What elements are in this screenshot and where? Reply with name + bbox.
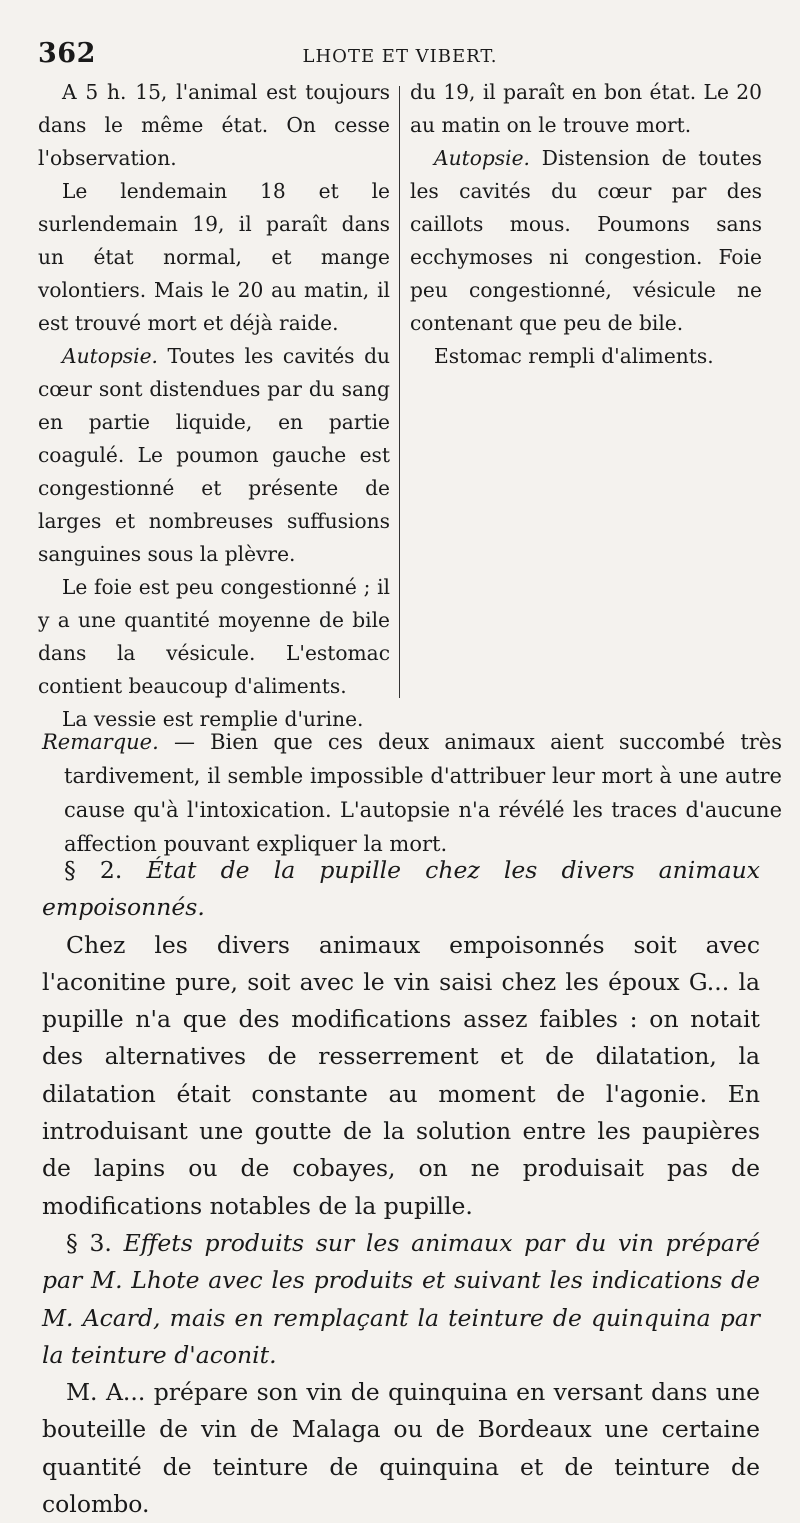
left-paragraph-2: Le lendemain 18 et le surlendemain 19, il paraît dans un état normal, et mange volontiers. Mais le 20 au matin, il est trouvé mort et déjà raide. [38, 179, 390, 335]
remark-label: Remarque. [42, 730, 159, 754]
left-paragraph-3-text: Toutes les cavités du cœur sont distendues par du sang en partie liquide, en partie coagulé. Le poumon gauche est congestionné et présente de larges et nombreuses suffusions sanguines sous la plèvre. [38, 344, 390, 566]
running-head: LHOTE ET VIBERT. [302, 46, 498, 67]
section-3-heading [42, 1225, 760, 1374]
autopsie-label: Autopsie. [62, 344, 158, 368]
right-paragraph-3: Estomac rempli d'aliments. [434, 344, 714, 368]
main-text [42, 852, 760, 1523]
page-header [38, 38, 762, 72]
right-column [410, 76, 762, 373]
remark-paragraph [42, 725, 782, 861]
section-3-title: Effets produits sur les animaux par du vin préparé par M. Lhote avec les produits et suivant les indications de M. Acard, mais en remplaçant la teinture de quinquina par la teinture d'aconit. [42, 1228, 760, 1369]
right-paragraph-2 [410, 142, 762, 340]
remark-text: — Bien que ces deux animaux aient succombé très tardivement, il semble impossible d'attribuer leur mort à une autre cause qu'à l'intoxication. L'autopsie n'a révélé les traces d'aucune affection pouvant expliquer la mort. [64, 730, 782, 856]
left-paragraph-5: La vessie est remplie d'urine. [62, 707, 364, 731]
page-number: 362 [38, 38, 96, 69]
section-2-body: Chez les divers animaux empoisonnés soit avec l'aconitine pure, soit avec le vin saisi chez les époux G... la pupille n'a que des modifications assez faibles : on notait des alternatives de resserrement et de dilatation, la dilatation était constante au moment de l'agonie. En introduisant une goutte de la solution entre les paupières de lapins ou de cobayes, on ne produisait pas de modifications notables de la pupille. [42, 930, 760, 1220]
column-divider [399, 86, 400, 698]
section-3-number: § 3. [66, 1228, 112, 1257]
section-3-body: M. A... prépare son vin de quinquina en versant dans une bouteille de vin de Malaga ou de Bordeaux une certaine quantité de teinture de quinquina et de teinture de colombo. [42, 1378, 760, 1519]
right-paragraph-1: du 19, il paraît en bon état. Le 20 au matin on le trouve mort. [410, 80, 762, 137]
left-paragraph-1: A 5 h. 15, l'animal est toujours dans le même état. On cesse l'observation. [38, 80, 390, 170]
section-2-number: § 2. [64, 856, 123, 884]
right-paragraph-2-text: Distension de toutes les cavités du cœur par des caillots mous. Poumons sans ecchymoses ni congestion. Foie peu congestionné, vésicule ne contenant que peu de bile. [410, 146, 762, 335]
left-paragraph-3 [38, 340, 390, 571]
section-2-heading [42, 852, 760, 927]
left-column [38, 76, 390, 736]
autopsie-label: Autopsie. [434, 146, 530, 170]
left-paragraph-4: Le foie est peu congestionné ; il y a une quantité moyenne de bile dans la vésicule. L'estomac contient beaucoup d'aliments. [38, 575, 390, 698]
two-column-block [38, 76, 762, 731]
section-2-title: État de la pupille chez les divers animaux empoisonnés. [42, 856, 760, 922]
